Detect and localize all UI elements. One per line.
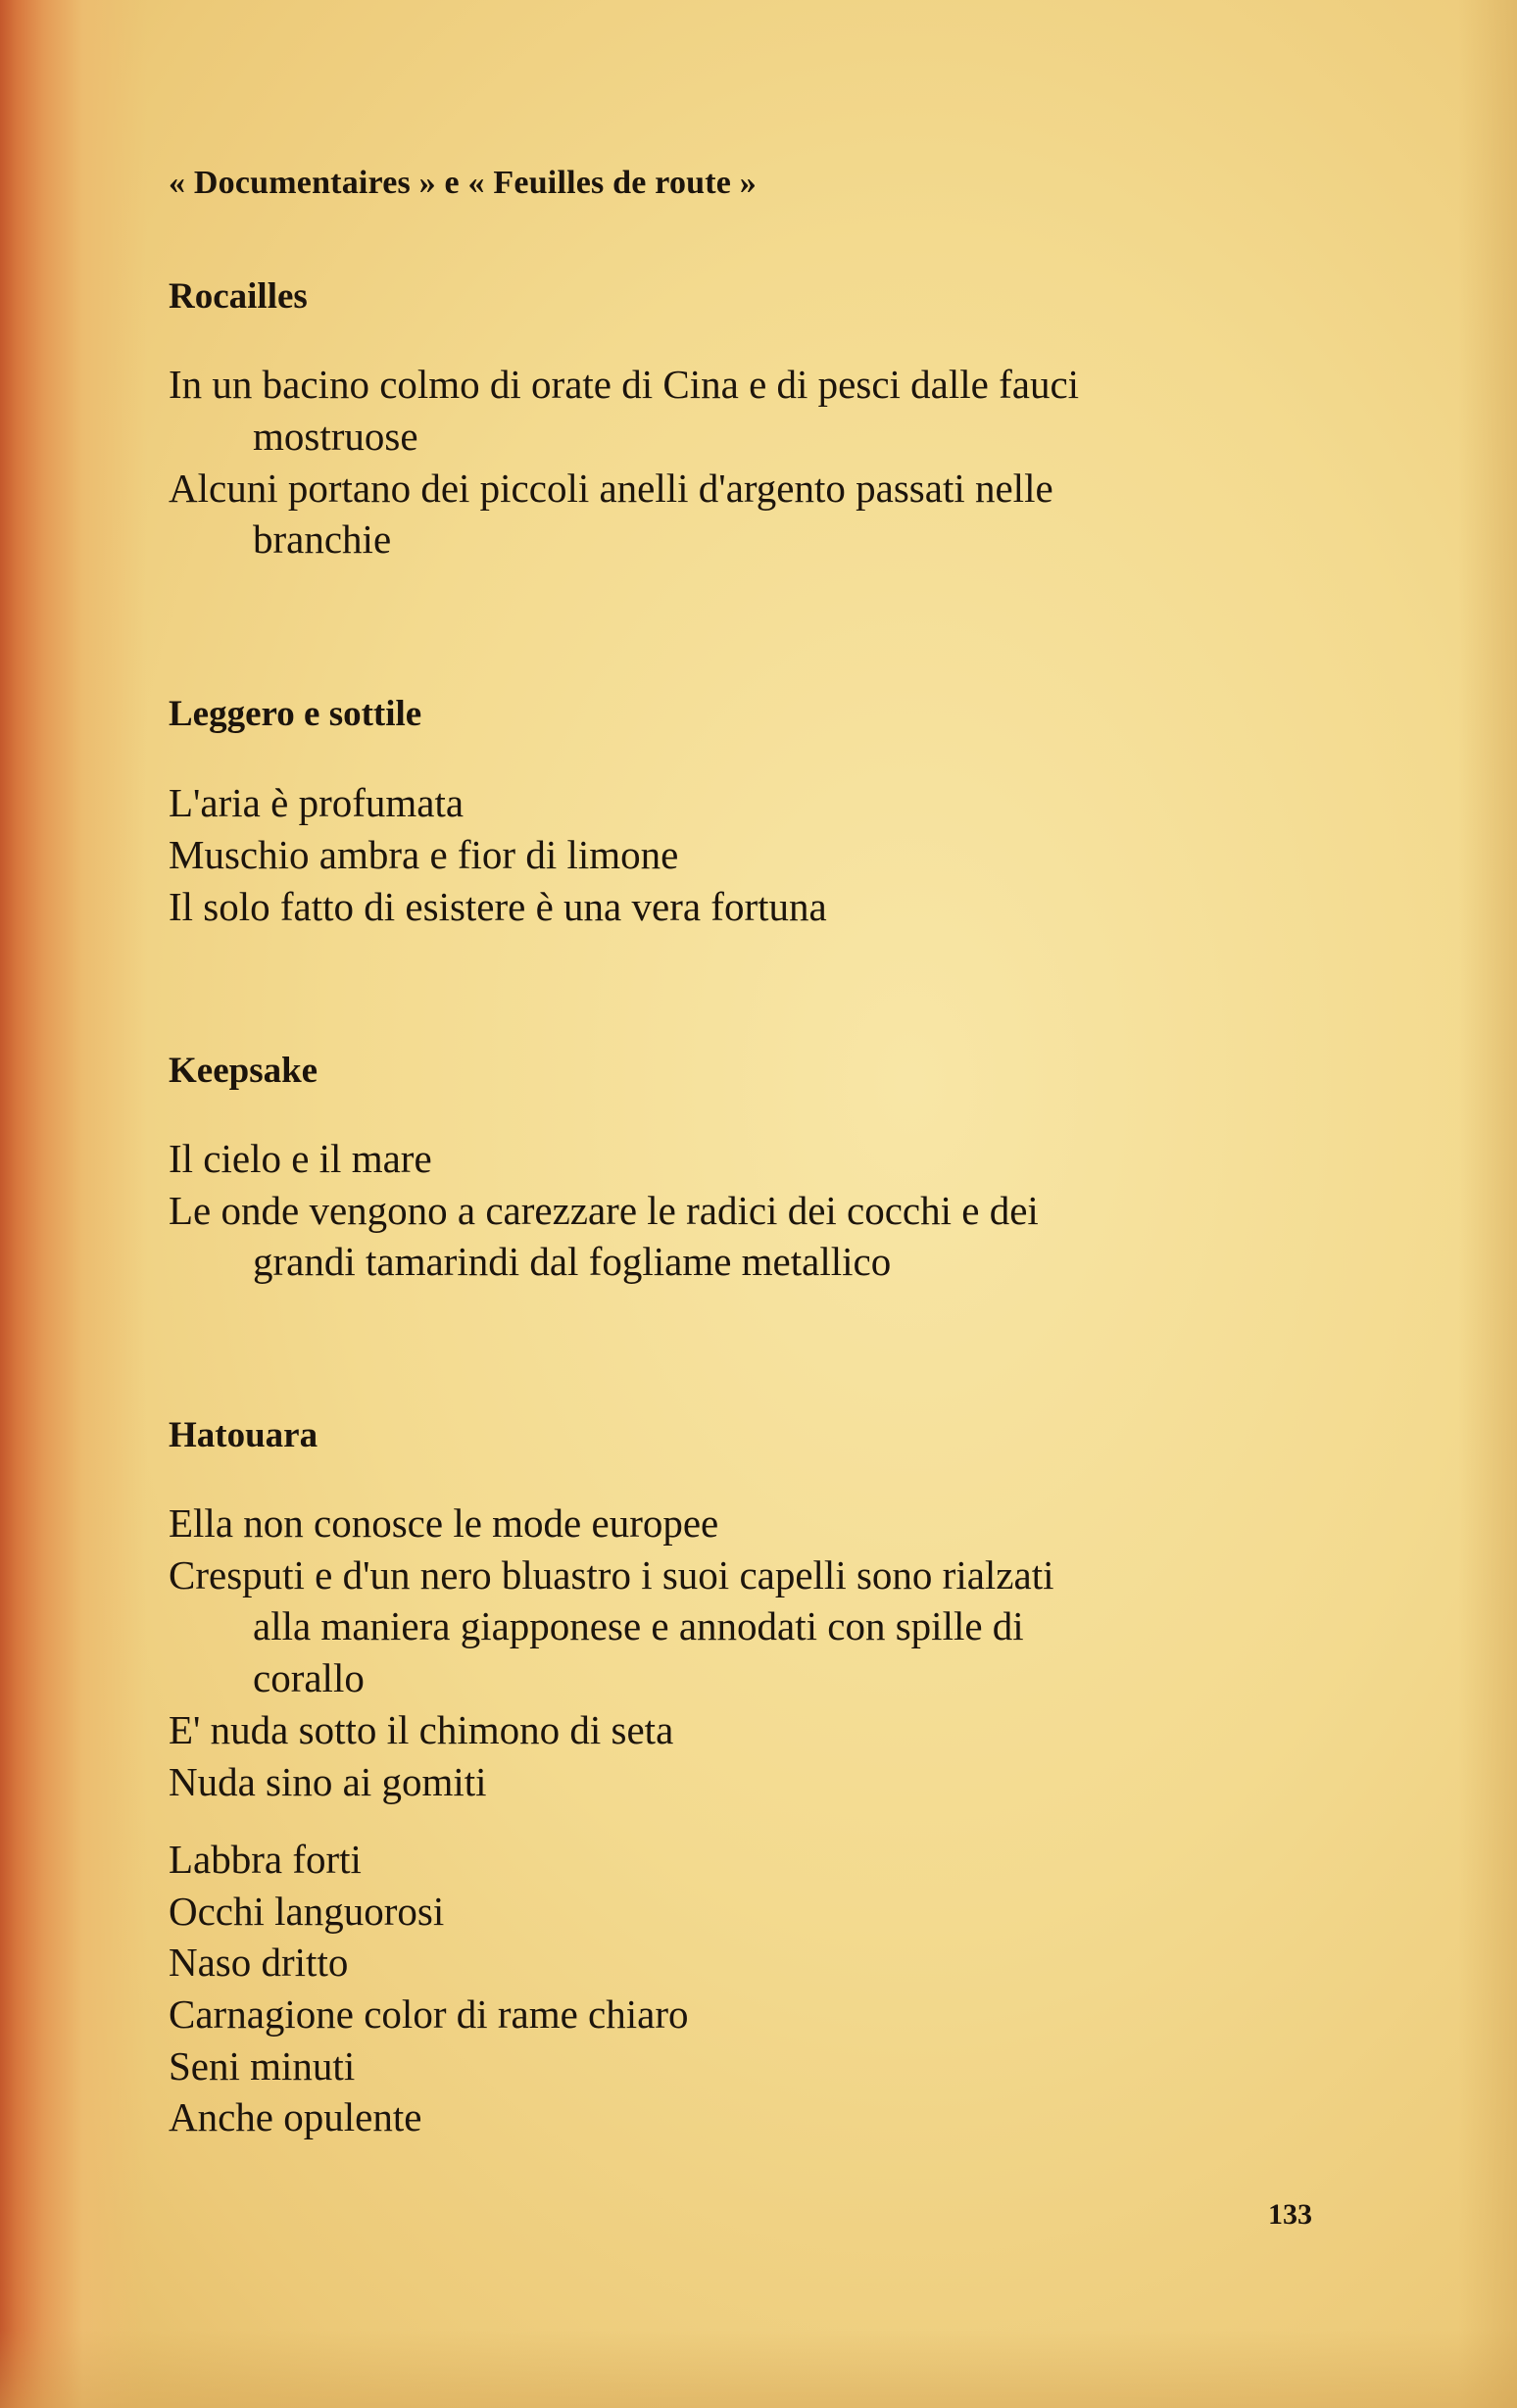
poem-line: Cresputi e d'un nero bluastro i suoi capelli sono rialzati [169,1552,1054,1597]
poem-line: Naso dritto [169,1940,349,1985]
poem-line: E' nuda sotto il chimono di seta [169,1707,674,1752]
poem-title-leggero-e-sottile: Leggero e sottile [169,694,422,734]
page-edge-shadow [1458,0,1517,2408]
poem-line-continuation: branchie [253,516,392,562]
poem-line: In un bacino colmo di orate di Cina e di pesci dalle fauci [169,362,1080,407]
poem-line-continuation: corallo [253,1655,365,1700]
page-number: 133 [1268,2198,1312,2231]
running-header: « Documentaires » e « Feuilles de route » [169,165,757,201]
poem-title-hatouara: Hatouara [169,1415,318,1455]
poem-line: Labbra forti [169,1837,362,1882]
poem-title-rocailles: Rocailles [169,276,308,317]
poem-line: Carnagione color di rame chiaro [169,1991,689,2037]
poem-line: Nuda sino ai gomiti [169,1759,487,1804]
poem-line: Muschio ambra e fior di limone [169,832,679,877]
poem-line: Seni minuti [169,2043,356,2089]
poem-line: Il solo fatto di esistere è una vera fortuna [169,884,827,929]
poem-title-keepsake: Keepsake [169,1051,318,1091]
page-spine-shadow [0,0,147,2408]
poem-line: Le onde vengono a carezzare le radici dei cocchi e dei [169,1188,1039,1233]
poem-line: Alcuni portano dei piccoli anelli d'argento passati nelle [169,466,1053,511]
poem-line-continuation: grandi tamarindi dal fogliame metallico [253,1239,892,1284]
poem-line: Ella non conosce le mode europee [169,1500,719,1546]
poem-line-continuation: alla maniera giapponese e annodati con spille di [253,1603,1024,1648]
poem-line: Occhi languorosi [169,1889,445,1934]
poem-line: Il cielo e il mare [169,1136,432,1181]
poem-line: Anche opulente [169,2094,422,2139]
page-bottom-shadow [0,2330,1517,2408]
poem-line: L'aria è profumata [169,780,465,825]
poem-line-continuation: mostruose [253,414,418,459]
